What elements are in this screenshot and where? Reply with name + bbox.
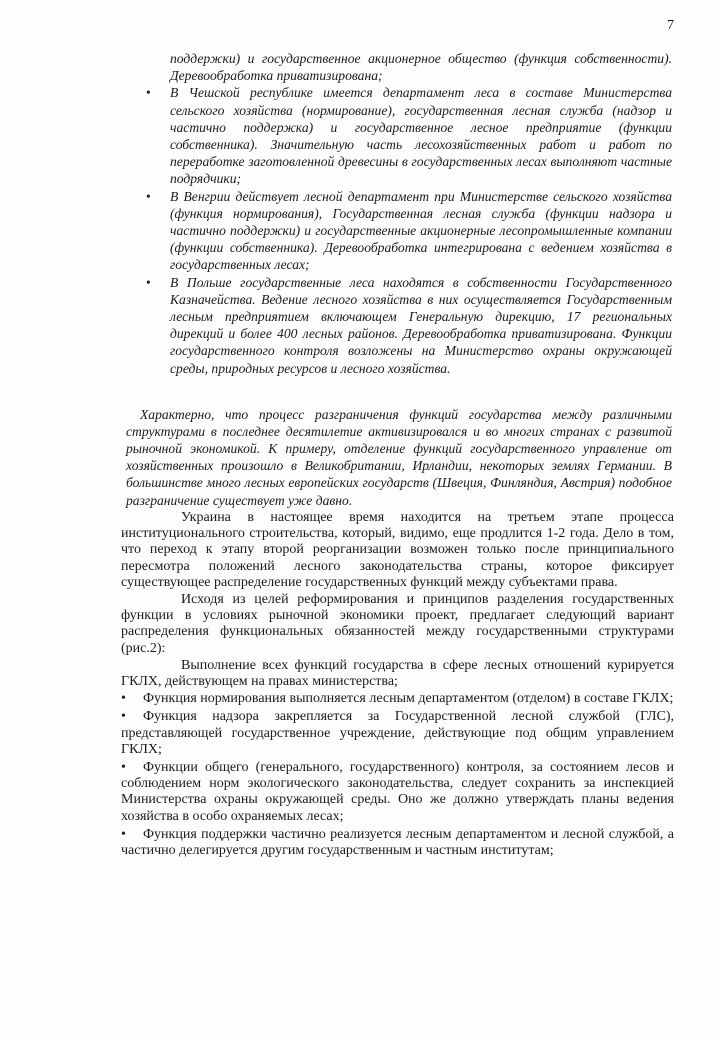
bullet-icon: • bbox=[121, 709, 126, 725]
bullet-icon: • bbox=[146, 85, 151, 101]
paragraph-proposal: Исходя из целей реформирования и принципов разделения государственных функции в условиях рыночной экономики проект, предлагает следующий вариант распределения функциональных обязанностей между государственными структурами (рис.2): bbox=[121, 592, 674, 656]
paragraph-gklh: Выполнение всех функций государства в сфере лесных отношений курируется ГКЛХ, действующем на правах министерства; bbox=[121, 657, 674, 690]
list-item-text: В Польше государственные леса находятся в собственности Государственного Казначейства. Ведение лесного хозяйства в них осуществляется Государственным лесным предприятием включающем Генеральную дирекцию, 17 региональных дирекций и более 400 лесных районов. Деревообработка приватизирована. Функции государственного контроля возложены на Министерство охраны окружающей среды, природных ресурсов и лесного хозяйства. bbox=[170, 274, 672, 376]
list-item-support bbox=[121, 827, 674, 859]
functions-list bbox=[121, 691, 674, 859]
list-item-control bbox=[121, 760, 674, 825]
list-item-norming bbox=[121, 691, 674, 707]
list-item-czech bbox=[126, 84, 672, 187]
list-item-text: Функция поддержки частично реализуется лесным департаментом и лесной службой, а частично делегируется другим государственным и частным институтам; bbox=[121, 826, 674, 859]
page-number: 7 bbox=[667, 18, 674, 33]
ukraine-section bbox=[121, 510, 674, 861]
continuation-text: поддержки) и государственное акционерное общество (функция собственности). Деревообработка приватизирована; bbox=[170, 51, 672, 84]
list-item-text: В Чешской республике имеется департамент леса в составе Министерства сельского хозяйства (нормирование), государственная лесная служба (надзор и частично поддержка) и государственное лесное предприятие (функции собственника). Значительную часть лесохозяйственных работ и работ по переработке заготовленной древесины в государственных лесах выполняют частные подрядчики; bbox=[170, 85, 672, 187]
bullet-icon: • bbox=[146, 274, 151, 290]
list-item-text: Функция нормирования выполняется лесным департаментом (отделом) в составе ГКЛХ; bbox=[143, 691, 674, 707]
country-examples-list bbox=[126, 84, 672, 376]
bullet-icon: • bbox=[121, 760, 126, 776]
list-item-text: Функции общего (генерального, государственного) контроля, за состоянием лесов и соблюдением норм экологического законодательства, следует сохранить за инспекцией Министерства охраны окружающей среды. Оно же должно утверждать планы ведения хозяйства в особо охраняемых лесах; bbox=[121, 760, 674, 824]
summary-paragraph: Характерно, что процесс разграничения функций государства между различными структурами в последнее десятилетие активизировался и во многих странах с развитой рыночной экономикой. К примеру, отделение функций государственного управление от хозяйственных произошло в Великобритании, Ирландии, некоторых землях Германии. В большинстве много лесных европейских государств (Швеция, Финляндия, Австрия) подобное разграничение существует уже давно. bbox=[126, 406, 672, 508]
list-item-supervision bbox=[121, 709, 674, 758]
country-examples-section bbox=[126, 50, 672, 377]
paragraph-ukraine-stage: Украина в настоящее время находится на третьем этапе процесса институционального строительства, который, видимо, еще продлится 1-2 года. Дело в том, что переход к этапу второй реорганизации возможен только после принципиального пересмотра положений лесного законодательства страны, которое фиксирует существующее распределение государственных функций между субъектами права. bbox=[121, 510, 674, 590]
bullet-icon: • bbox=[121, 691, 126, 707]
list-item-poland bbox=[126, 274, 672, 377]
list-item-text: Функция надзора закрепляется за Государственной лесной службой (ГЛС), представляющей государственное учреждение, действующие под общим управлением ГКЛХ; bbox=[121, 709, 674, 757]
bullet-icon: • bbox=[146, 188, 151, 204]
bullet-icon: • bbox=[121, 826, 126, 842]
list-item-text: В Венгрии действует лесной департамент при Министерстве сельского хозяйства (функция нормирования), Государственная лесная служба (функции надзора и частично поддержки) и государственные акционерные лесопромышленные компании (функции собственника). Деревообработка интегрирована с ведением хозяйства в государственных лесах; bbox=[170, 188, 672, 273]
list-item-hungary bbox=[126, 188, 672, 274]
